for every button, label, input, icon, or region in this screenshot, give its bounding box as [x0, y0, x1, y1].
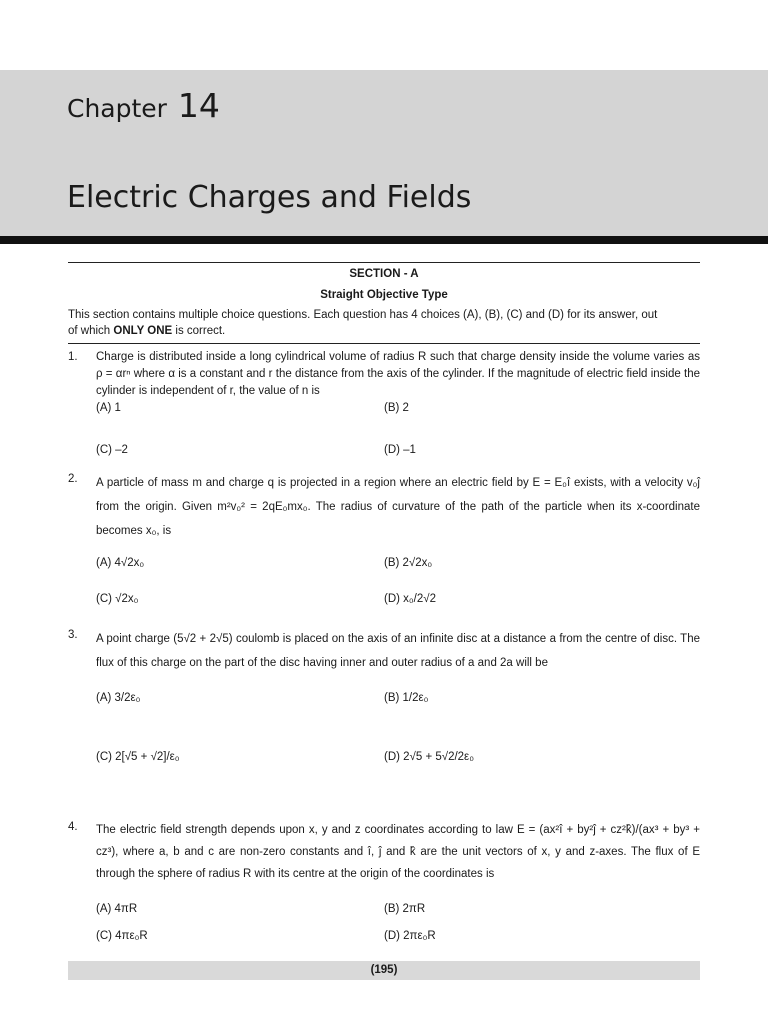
option-c: (C) 2[√5 + √2]/ε₀ [96, 751, 180, 763]
option-a: (A) 3/2ε₀ [96, 692, 141, 704]
option-a: (A) 1 [96, 402, 121, 414]
option-b: (B) 2√2x₀ [384, 557, 433, 569]
option-d: (D) x₀/2√2 [384, 593, 436, 605]
title-divider [0, 236, 768, 244]
question-text: A point charge (5√2 + 2√5) coulomb is placed on the axis of an infinite disc at a distance a from the centre of disc. The flux of this charge on the part of the disc having inner and outer radius of a and 2a will be [96, 633, 700, 669]
question-number: 1. [68, 351, 78, 363]
section-top-rule [68, 262, 700, 263]
section-bottom-rule [68, 343, 700, 344]
chapter-title: Electric Charges and Fields [67, 180, 472, 215]
chapter-label: Chapter 14 [67, 86, 220, 125]
option-b: (B) 1/2ε₀ [384, 692, 429, 704]
page-footer [68, 961, 700, 980]
section-name: SECTION - A [349, 268, 419, 280]
option-a: (A) 4√2x₀ [96, 557, 145, 569]
section-instructions: This section contains multiple choice questions. Each question has 4 choices (A), (B), (C) and (D) for its answer, out of which ONLY ONE is correct. [68, 309, 658, 337]
section-type: Straight Objective Type [320, 289, 448, 301]
page-number: (195) [370, 964, 398, 976]
question-text: The electric field strength depends upon x, y and z coordinates according to law E = (ax²î + by²ĵ + cz²k̂)/(ax³ + by³ + cz³), where a, b and c are non-zero constants and î, ĵ and k̂ are the unit vectors of x, y and z-axes. The flux of E through the sphere of radius R with its centre at the origin of the coordinates is [96, 824, 700, 880]
option-a: (A) 4πR [96, 903, 138, 915]
option-d: (D) 2√5 + 5√2/2ε₀ [384, 751, 474, 763]
option-c: (C) √2x₀ [96, 593, 139, 605]
question-text: Charge is distributed inside a long cylindrical volume of radius R such that charge density inside the volume varies as ρ = αrⁿ where α is a constant and r the distance from the axis of the cylinder. If the magnitude of electric field inside the cylinder is independent of r, the value of n is [96, 351, 700, 397]
question-number: 4. [68, 821, 78, 833]
option-c: (C) 4πε₀R [96, 930, 148, 942]
option-d: (D) –1 [384, 444, 416, 456]
option-c: (C) –2 [96, 444, 128, 456]
question-number: 3. [68, 629, 78, 641]
question-text: A particle of mass m and charge q is projected in a region where an electric field by E = E₀î exists, with a velocity v₀ĵ from the origin. Given m²v₀² = 2qE₀mx₀. The radius of curvature of the path of the particle when its x-coordinate becomes x₀, is [96, 477, 700, 537]
option-b: (B) 2 [384, 402, 409, 414]
question-number: 2. [68, 473, 78, 485]
option-d: (D) 2πε₀R [384, 930, 436, 942]
option-b: (B) 2πR [384, 903, 426, 915]
